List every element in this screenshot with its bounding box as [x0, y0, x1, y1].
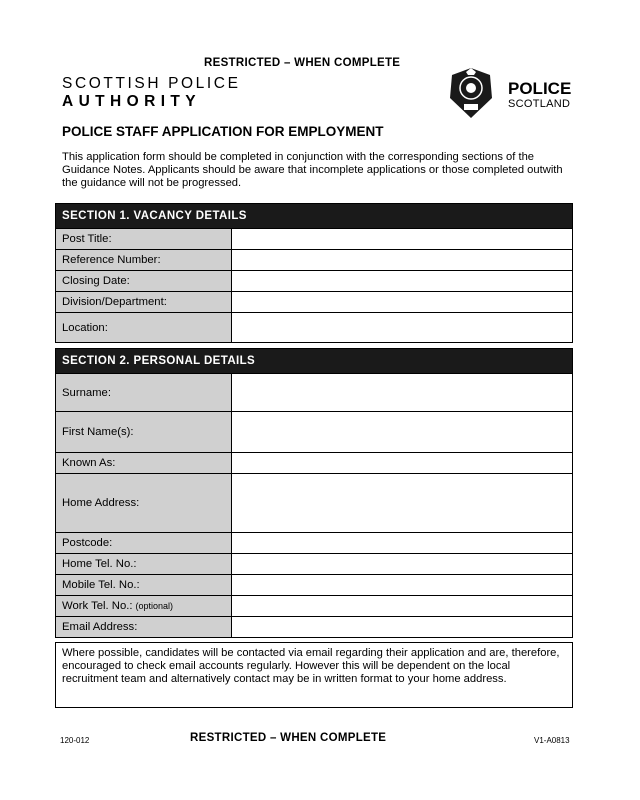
- police-scotland-line1: POLICE: [508, 79, 572, 98]
- section-vacancy-details: [55, 203, 573, 343]
- form-row-reference-number: [56, 249, 572, 270]
- section-heading: SECTION 2. PERSONAL DETAILS: [56, 349, 572, 373]
- field-label: Mobile Tel. No.:: [56, 575, 232, 595]
- reference-number-field[interactable]: [232, 250, 572, 270]
- police-scotland-line2: SCOTLAND: [508, 98, 571, 110]
- form-row-postcode: [56, 532, 572, 553]
- form-row-location: [56, 312, 572, 342]
- form-row-first-names: [56, 411, 572, 452]
- police-scotland-logo: [446, 66, 586, 122]
- intro-paragraph: This application form should be completed in conjunction with the corresponding sections of the Guidance Notes. Applicants should be aware that incomplete applications or those completed outwith the guidance will not be progressed.: [62, 151, 563, 189]
- form-title: POLICE STAFF APPLICATION FOR EMPLOYMENT: [62, 124, 384, 139]
- form-row-home-address: [56, 473, 572, 532]
- form-row-email: [56, 616, 572, 637]
- home-address-field[interactable]: [232, 474, 572, 532]
- surname-field[interactable]: [232, 374, 572, 411]
- form-row-mobile-tel: [56, 574, 572, 595]
- police-crest-icon: [446, 66, 496, 120]
- footer-version: V1-A0813: [534, 736, 570, 745]
- optional-note: (optional): [135, 601, 174, 611]
- field-label: Reference Number:: [56, 250, 232, 270]
- field-label: First Name(s):: [56, 412, 232, 452]
- home-tel-field[interactable]: [232, 554, 572, 574]
- spa-logo: [62, 75, 241, 111]
- division-department-field[interactable]: [232, 292, 572, 312]
- section-heading: SECTION 1. VACANCY DETAILS: [56, 204, 572, 228]
- form-row-division: [56, 291, 572, 312]
- form-row-post-title: [56, 228, 572, 249]
- field-label: Closing Date:: [56, 271, 232, 291]
- field-label-text: Work Tel. No.:: [62, 600, 133, 612]
- field-label-work-tel: [56, 596, 232, 616]
- section-personal-details: [55, 348, 573, 638]
- closing-date-field[interactable]: [232, 271, 572, 291]
- first-names-field[interactable]: [232, 412, 572, 452]
- known-as-field[interactable]: [232, 453, 572, 473]
- field-label: Home Tel. No.:: [56, 554, 232, 574]
- form-row-surname: [56, 373, 572, 411]
- form-row-home-tel: [56, 553, 572, 574]
- field-label: Home Address:: [56, 474, 232, 532]
- work-tel-field[interactable]: [232, 596, 572, 616]
- form-row-work-tel: [56, 595, 572, 616]
- post-title-field[interactable]: [232, 229, 572, 249]
- postcode-field[interactable]: [232, 533, 572, 553]
- email-address-field[interactable]: [232, 617, 572, 637]
- footer-form-code: 120-012: [60, 736, 90, 745]
- contact-note: Where possible, candidates will be contacted via email regarding their application and are, therefore, encouraged to check email accounts regularly. However this will be dependent on the local recruitment team and alternatively contact may be in written format to your home address.: [55, 642, 573, 708]
- restricted-banner-top: RESTRICTED – WHEN COMPLETE: [204, 57, 401, 69]
- form-row-known-as: [56, 452, 572, 473]
- spa-logo-line1: SCOTTISH POLICE: [62, 75, 241, 92]
- form-row-closing-date: [56, 270, 572, 291]
- field-label: Known As:: [56, 453, 232, 473]
- field-label: Location:: [56, 313, 232, 342]
- field-label: Division/Department:: [56, 292, 232, 312]
- spa-logo-line2: AUTHORITY: [62, 93, 202, 110]
- field-label: Postcode:: [56, 533, 232, 553]
- location-field[interactable]: [232, 313, 572, 342]
- field-label: Email Address:: [56, 617, 232, 637]
- field-label: Post Title:: [56, 229, 232, 249]
- mobile-tel-field[interactable]: [232, 575, 572, 595]
- restricted-banner-bottom: RESTRICTED – WHEN COMPLETE: [190, 732, 387, 744]
- field-label: Surname:: [56, 374, 232, 411]
